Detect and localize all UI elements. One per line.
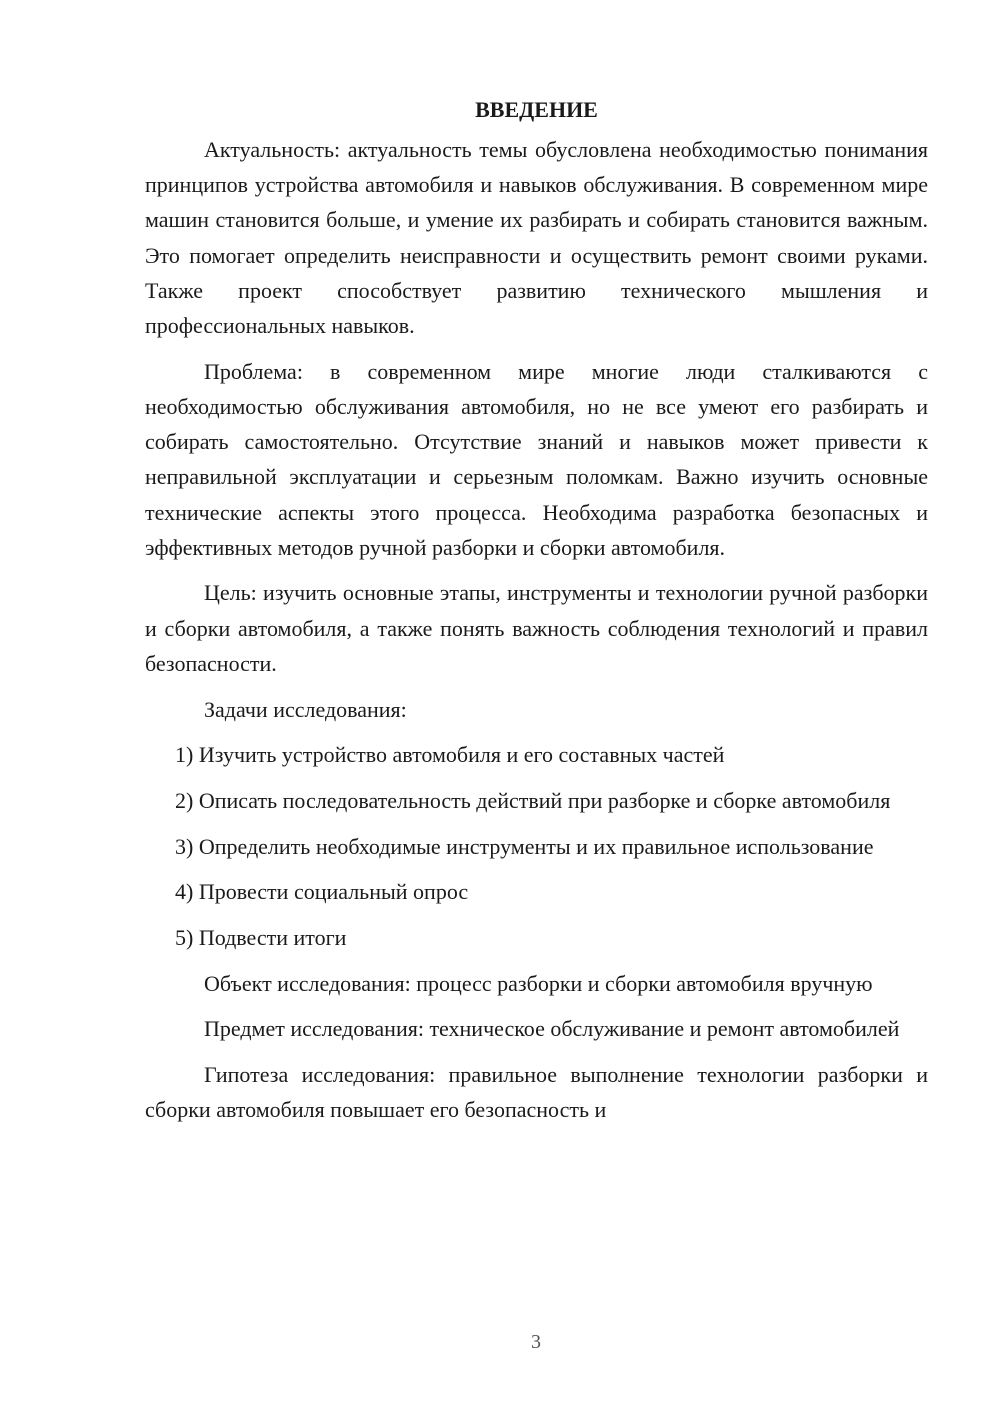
hypothesis-paragraph: Гипотеза исследования: правильное выполнение технологии разборки и сборки автомобиля повышает его безопасность и — [145, 1062, 928, 1123]
page-number: 3 — [531, 1331, 541, 1353]
relevance-paragraph: Актуальность: актуальность темы обусловлена необходимостью понимания принципов устройства автомобиля и навыков обслуживания. В современном мире машин становится больше, и умение их разбирать и собирать становится важным. Это помогает определить неисправности и осуществить ремонт своими руками. Также проект способствует развитию технического мышления и профессиональных навыков. — [145, 137, 928, 339]
task-item: 1) Изучить устройство автомобиля и его составных частей — [175, 742, 725, 768]
task-item: 2) Описать последовательность действий при разборке и сборке автомобиля — [175, 787, 891, 813]
task-item: 4) Провести социальный опрос — [175, 879, 469, 905]
problem-paragraph: Проблема: в современном мире многие люди сталкиваются с необходимостью обслуживания автомобиля, но не все умеют его разбирать и собирать самостоятельно. Отсутствие знаний и навыков может привести к неправильной эксплуатации и серьезным поломкам. Важно изучить основные технические аспекты этого процесса. Необходима разработка безопасных и эффективных методов ручной разборки и сборки автомобиля. — [145, 358, 928, 560]
task-item: 5) Подвести итоги — [175, 925, 347, 951]
page-title: ВВЕДЕНИЕ — [475, 97, 598, 122]
subject-paragraph: Предмет исследования: техническое обслуживание и ремонт автомобилей — [204, 1016, 900, 1042]
document-page — [145, 92, 928, 1138]
object-paragraph: Объект исследования: процесс разборки и сборки автомобиля вручную — [204, 970, 873, 996]
goal-paragraph: Цель: изучить основные этапы, инструменты и технологии ручной разборки и сборки автомобиля, а также понять важность соблюдения технологий и правил безопасности. — [145, 580, 928, 676]
task-item: 3) Определить необходимые инструменты и их правильное использование — [175, 833, 874, 859]
tasks-title: Задачи исследования: — [204, 696, 407, 722]
